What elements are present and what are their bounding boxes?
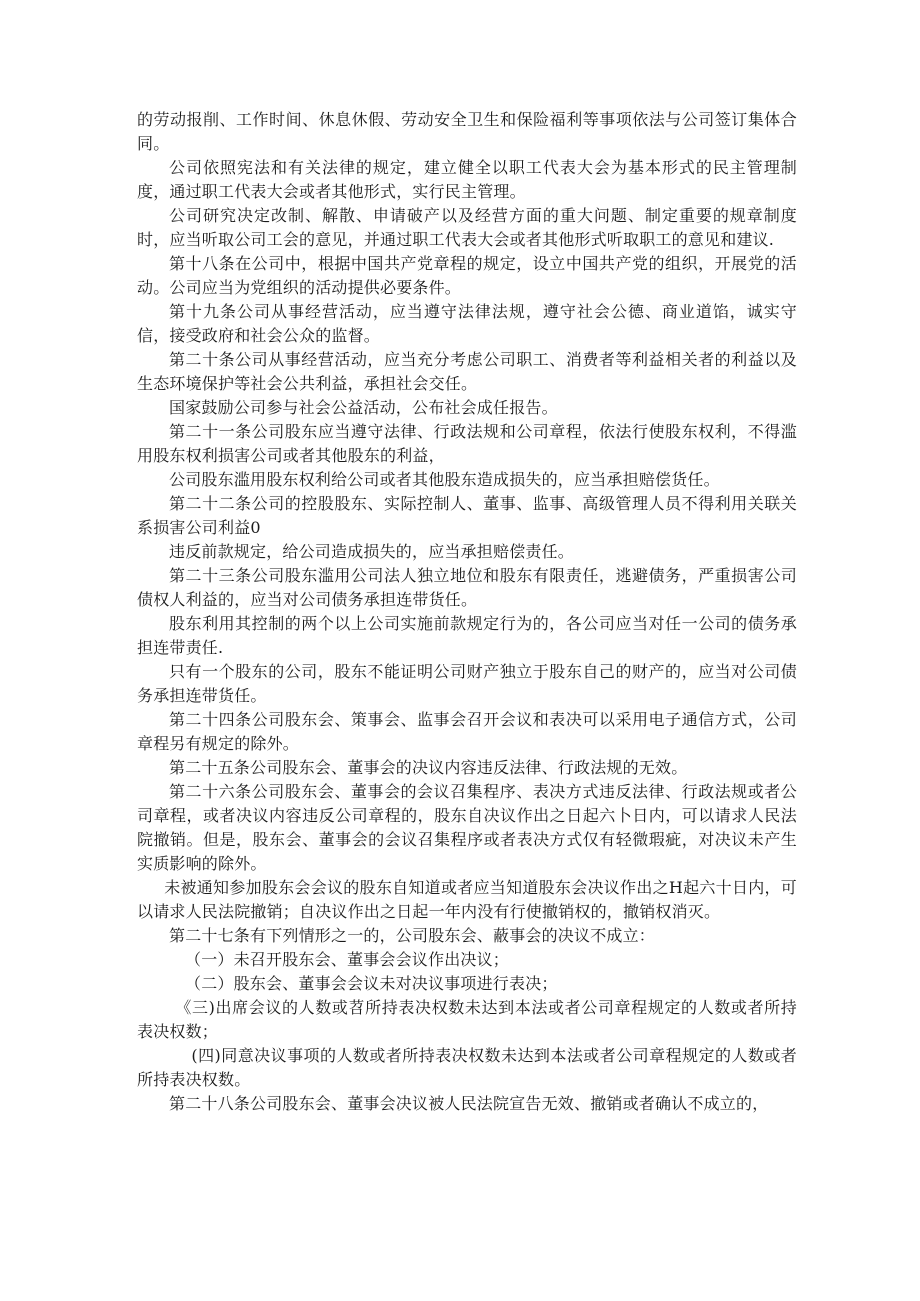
paragraph: 公司依照宪法和有关法律的规定，建立健全以职工代表大会为基本形式的民主管理制度，通过职工代表大会或者其他形式，实行民主管理。 (137, 158, 797, 201)
paragraph: 第二十条公司从事经营活动，应当充分考虑公司职工、消费者等利益相关者的利益以及生态环境保护等社会公共利益，承担社会交任。 (137, 350, 797, 393)
paragraph: 的劳动报削、工作时间、休息休假、劳动安全卫生和保险福利等事项依法与公司签订集体合同。 (137, 110, 797, 153)
paragraph: 第二十二条公司的控股股东、实际控制人、董事、监事、高级管理人员不得利用关联关系损害公司利益0 (137, 494, 797, 537)
paragraph: 第十八条在公司中，根据中国共产党章程的规定，设立中国共产党的组织，开展党的活动。公司应当为党组织的活动提供必要条件。 (137, 254, 797, 297)
paragraph: 第二十七条有下列情形之一的，公司股东会、蔽事会的决议不成立： (169, 926, 656, 945)
paragraph: 第二十四条公司股东会、策事会、监事会召开会议和表决可以采用电子通信方式，公司章程另有规定的除外。 (137, 710, 797, 753)
paragraph: 公司股东滥用股东权利给公司或者其他股东造成损失的，应当承担赔偿货任。 (169, 470, 720, 489)
list-item: （二）股东会、董事会会议未对决议事项进行表决； (185, 974, 558, 993)
paragraph: 国家鼓励公司参与社会公益活动，公布社会成任报告。 (169, 398, 558, 417)
paragraph: 第二十五条公司股东会、董事会的决议内容违反法律、行政法规的无效。 (169, 758, 688, 777)
paragraph: 未被通知参加股东会会议的股东自知道或者应当知道股东会决议作出之H起六十日内，可以请求人民法院撤销；自决议作出之日起一年内没有行使撤销权的，撤销权消灭。 (137, 878, 797, 921)
document-body (137, 108, 797, 1116)
paragraph: 只有一个股东的公司，股东不能证明公司财产独立于股东自己的财产的，应当对公司债务承担连带货任。 (137, 662, 797, 705)
paragraph: 第二十三条公司股东滥用公司法人独立地位和股东有限责任，逃避债务，严重损害公司债权人利益的，应当对公司债务承担连带货任。 (137, 566, 797, 609)
list-item: 《三)出席会议的人数或苕所持表决权数未达到本法或者公司章程规定的人数或者所持表决权数； (137, 998, 797, 1041)
paragraph: 第十九条公司从事经营活动，应当遵守法律法规，遵守社会公德、商业道馅，诚实守信，接受政府和社会公众的监督。 (137, 302, 797, 345)
paragraph: 违反前款规定，给公司造成损失的，应当承担赔偿责任。 (169, 542, 575, 561)
paragraph: 第二十八条公司股东会、董事会决议被人民法院宣告无效、撤销或者确认不成立的， (169, 1094, 769, 1113)
list-item: (四)同意决议事项的人数或者所持表决权数未达到本法或者公司章程规定的人数或者所持表决权数。 (137, 1046, 797, 1089)
paragraph: 股东利用其控制的两个以上公司实施前款规定行为的，各公司应当对任一公司的债务承担连带责任. (137, 614, 797, 657)
paragraph: 第二十一条公司股东应当遵守法律、行政法规和公司章程，依法行使股东权利，不得滥用股东权利损害公司或者其他股东的利益， (137, 422, 797, 465)
paragraph: 第二十六条公司股东会、董事会的会议召集程序、表决方式违反法律、行政法规或者公司章程，或者决议内容违反公司章程的，股东自决议作出之日起六卜日内，可以请求人民法院撤销。但是，股东会、董事会的会议召集程序或者表决方式仅有轻微瑕疵，对决议未产生实质影响的除外。 (137, 782, 797, 873)
list-item: （一）未召开股东会、董事会会议作出决议； (185, 950, 510, 969)
paragraph: 公司研究决定改制、解散、申请破产以及经营方面的重大问题、制定重要的规章制度时，应当听取公司工会的意见，并通过职工代表大会或者其他形式听取职工的意见和建议. (137, 206, 797, 249)
